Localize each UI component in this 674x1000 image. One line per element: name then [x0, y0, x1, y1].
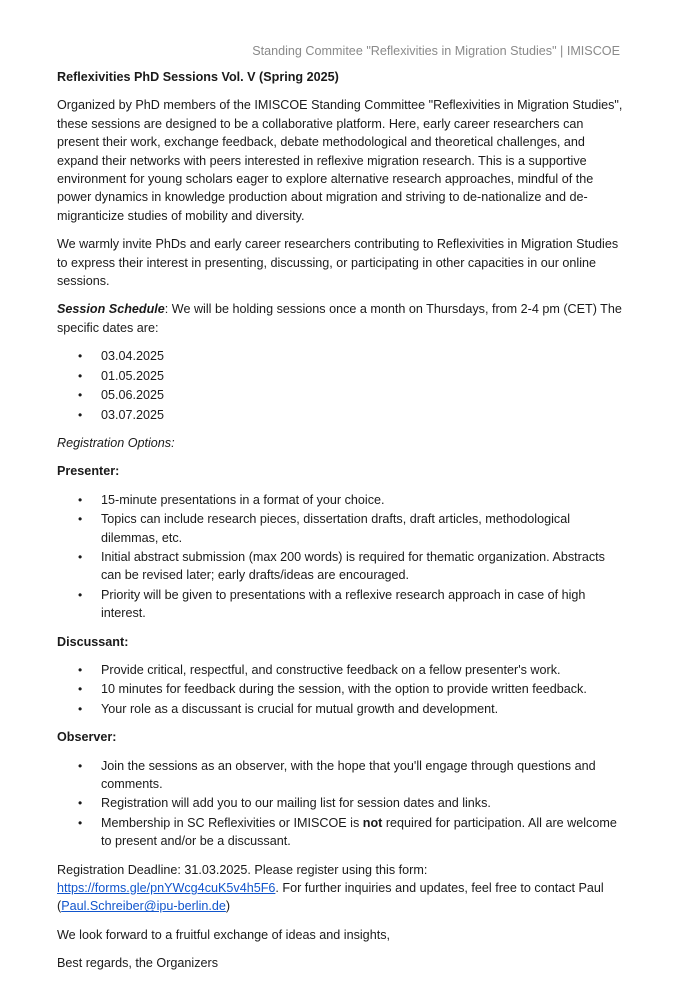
closing-paragraph: We look forward to a fruitful exchange of ideas and insights,	[57, 927, 390, 942]
registration-form-link[interactable]: https://forms.gle/pnYWcg4cuK5v4h5F6	[57, 881, 276, 896]
bullet-icon: •	[78, 662, 83, 677]
list-item-text: Initial abstract submission (max 200 words) is required for thematic organization. Abstracts can be revised later; early drafts/ideas are encouraged.	[101, 549, 605, 583]
bullet-icon: •	[78, 349, 83, 364]
list-item-text: Join the sessions as an observer, with the hope that you'll engage through questions and comments.	[101, 758, 596, 791]
list-item-text: 15-minute presentations in a format of your choice.	[101, 492, 385, 507]
list-item	[57, 347, 625, 365]
bullet-icon: •	[78, 758, 83, 773]
date-text: 05.06.2025	[101, 388, 165, 403]
schedule-dates-list	[57, 347, 625, 424]
observer-list	[57, 757, 625, 851]
list-item	[57, 510, 625, 547]
presenter-list	[57, 491, 625, 623]
discussant-heading: Discussant:	[57, 634, 129, 649]
list-item	[57, 680, 625, 698]
bullet-icon: •	[78, 407, 83, 422]
list-item	[57, 794, 625, 812]
deadline-paragraph	[57, 861, 625, 916]
list-item	[57, 814, 625, 851]
membership-text: Membership in SC Reflexivities or IMISCOE is	[101, 815, 363, 830]
list-item	[57, 406, 625, 424]
document-title: Reflexivities PhD Sessions Vol. V (Spring 2025)	[57, 70, 339, 84]
list-item-text	[101, 816, 617, 848]
date-text: 03.07.2025	[101, 407, 165, 422]
date-text: 03.04.2025	[101, 349, 165, 364]
list-item-text: 10 minutes for feedback during the session, with the option to provide written feedback.	[101, 682, 587, 697]
bullet-icon: •	[78, 587, 83, 602]
list-item-text: Registration will add you to our mailing list for session dates and links.	[101, 796, 491, 811]
presenter-heading: Presenter:	[57, 464, 120, 479]
invite-paragraph: We warmly invite PhDs and early career researchers contributing to Reflexivities in Migration Studies to express their interest in presenting, discussing, or participating in other capacities in our online sessions.	[57, 237, 619, 289]
bullet-icon: •	[78, 368, 83, 383]
membership-text-end: required for participation. All are welcome to present and/or be a discussant.	[101, 815, 617, 849]
bullet-icon: •	[78, 549, 83, 564]
membership-emphasis: not	[362, 815, 383, 830]
list-item	[57, 386, 625, 404]
page-header: Standing Commitee "Reflexivities in Migration Studies" | IMISCOE	[252, 44, 620, 58]
bullet-icon: •	[78, 796, 83, 811]
signoff: Best regards, the Organizers	[57, 956, 218, 971]
discussant-list	[57, 661, 625, 718]
document-body	[57, 68, 625, 983]
list-item	[57, 548, 625, 585]
list-item	[57, 586, 625, 623]
list-item	[57, 757, 625, 794]
deadline-text: Registration Deadline: 31.03.2025. Please register using this form:	[57, 862, 428, 877]
date-text: 01.05.2025	[101, 368, 165, 383]
bullet-icon: •	[78, 682, 83, 697]
bullet-icon: •	[78, 388, 83, 403]
intro-paragraph: Organized by PhD members of the IMISCOE Standing Committee "Reflexivities in Migration Studies", these sessions are designed to be a collaborative platform. Here, early career researchers can present their work, exchange feedback, debate methodological and theoretical challenges, and expand their networks with peers interested in reflexive migration research. This is a supportive environment for young scholars eager to explore alternative research approaches, mindful of the power dynamics in knowledge production about migration and striving to de-nationalize and de-migranticize studies of mobility and diversity.	[57, 98, 623, 223]
list-item-text: Topics can include research pieces, dissertation drafts, draft articles, methodological dilemmas, etc.	[101, 512, 570, 545]
bullet-icon: •	[78, 701, 83, 716]
list-item	[57, 661, 625, 679]
bullet-icon: •	[78, 815, 83, 830]
bullet-icon: •	[78, 492, 83, 507]
bullet-icon: •	[78, 512, 83, 527]
closing-paren: )	[225, 899, 231, 914]
schedule-label: Session Schedule	[57, 302, 165, 317]
schedule-paragraph	[57, 300, 625, 337]
registration-options-heading: Registration Options:	[57, 435, 175, 450]
list-item-text: Priority will be given to presentations with a reflexive research approach in case of high interest.	[101, 587, 586, 621]
contact-text: . For further inquiries and updates, feel free to contact Paul (	[57, 881, 604, 914]
list-item	[57, 700, 625, 718]
list-item	[57, 367, 625, 385]
contact-email-link[interactable]: Paul.Schreiber@ipu-berlin.de	[61, 899, 226, 914]
list-item-text: Provide critical, respectful, and constructive feedback on a fellow presenter's work.	[101, 662, 561, 677]
list-item-text: Your role as a discussant is crucial for mutual growth and development.	[101, 701, 499, 716]
schedule-text: : We will be holding sessions once a month on Thursdays, from 2-4 pm (CET) The specific dates are:	[57, 302, 622, 335]
observer-heading: Observer:	[57, 730, 117, 745]
list-item	[57, 491, 625, 509]
